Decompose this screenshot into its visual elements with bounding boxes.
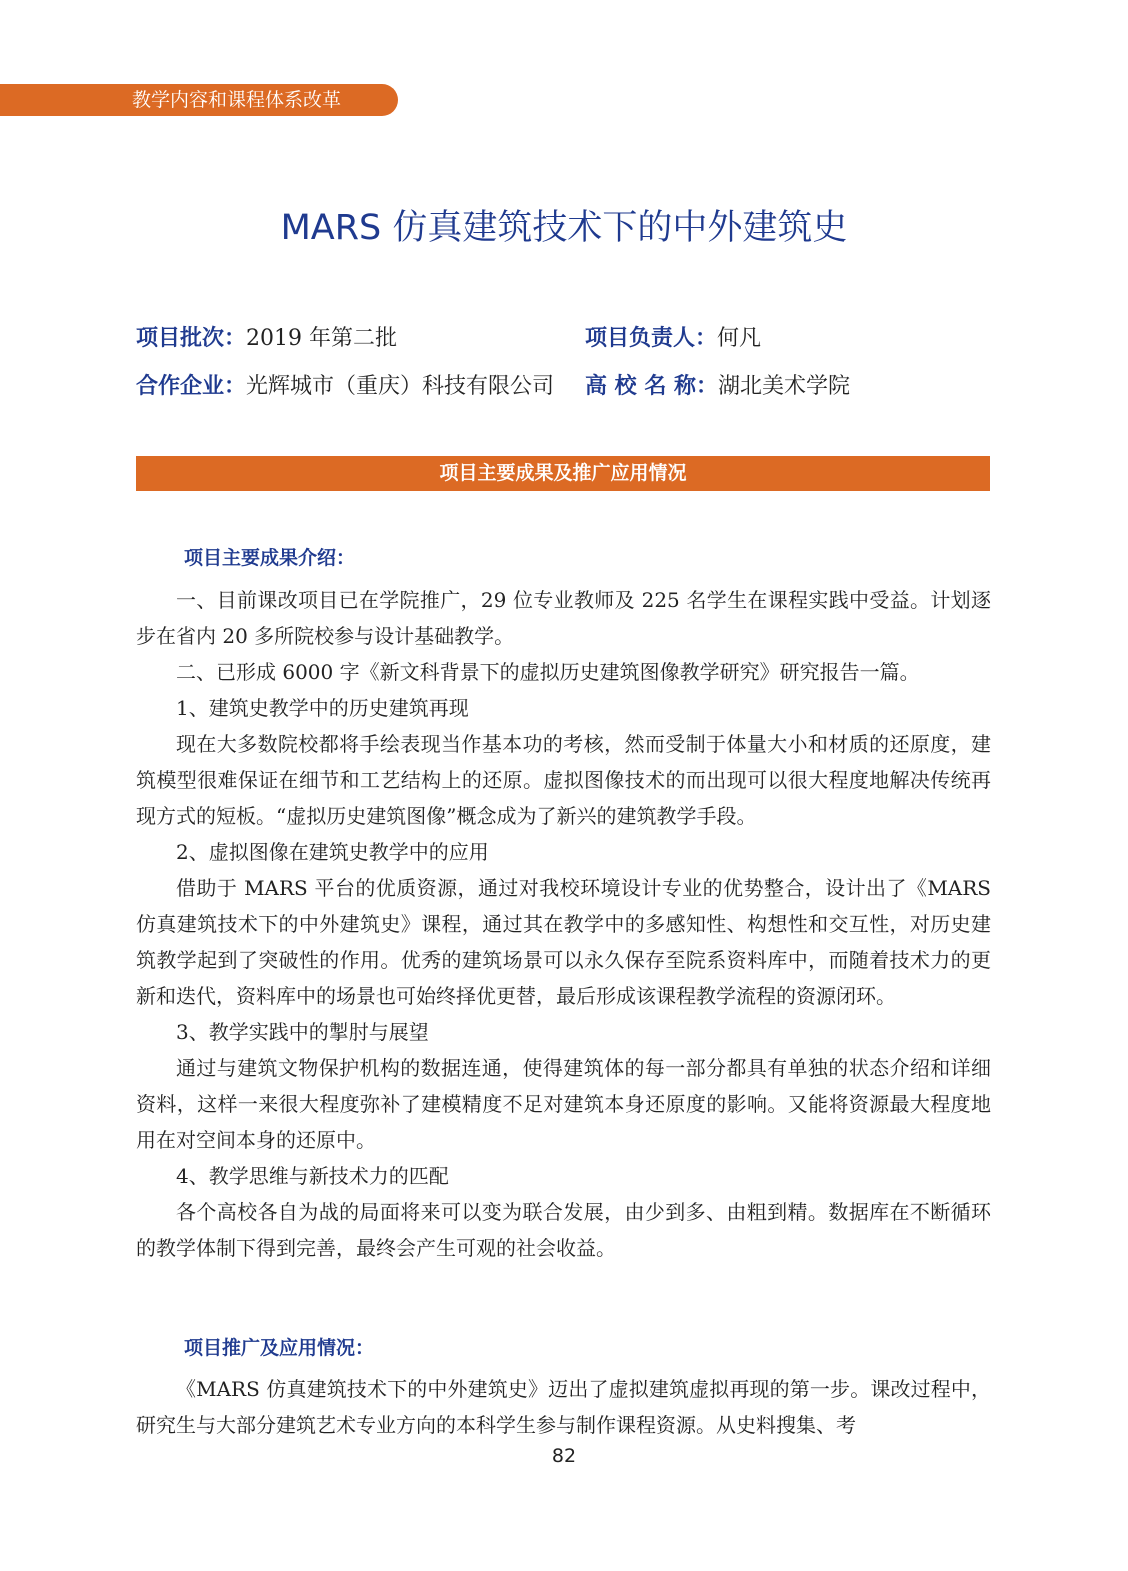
- page-title: MARS 仿真建筑技术下的中外建筑史: [280, 208, 848, 248]
- promotion-body: [136, 1371, 991, 1445]
- promotion-heading: 项目推广及应用情况：: [184, 1337, 375, 1359]
- school-value: 湖北美术学院: [717, 374, 850, 399]
- paragraph: 各个高校各自为战的局面将来可以变为联合发展，由少到多、由粗到精。数据库在不断循环的教学体制下得到完善，最终会产生可观的社会收益。: [136, 1200, 991, 1260]
- achievements-body: [136, 582, 991, 1266]
- paragraph: 3、教学实践中的掣肘与展望: [176, 1020, 429, 1044]
- enterprise-value: 光辉城市（重庆）科技有限公司: [246, 374, 555, 399]
- meta-leader: [585, 322, 761, 356]
- school-label: 高 校 名 称：: [585, 374, 718, 399]
- paragraph: 现在大多数院校都将手绘表现当作基本功的考核，然而受制于体量大小和材质的还原度，建筑模型很难保证在细节和工艺结构上的还原。虚拟图像技术的而出现可以很大程度地解决传统再现方式的短板。“虚拟历史建筑图像”概念成为了新兴的建筑教学手段。: [136, 732, 991, 828]
- section-banner: 项目主要成果及推广应用情况: [136, 456, 990, 491]
- paragraph: 一、目前课改项目已在学院推广，29 位专业教师及 225 名学生在课程实践中受益。计划逐步在省内 20 多所院校参与设计基础教学。: [136, 588, 991, 648]
- page-number: 82: [551, 1445, 577, 1467]
- paragraph: 借助于 MARS 平台的优质资源，通过对我校环境设计专业的优势整合，设计出了《MARS 仿真建筑技术下的中外建筑史》课程，通过其在教学中的多感知性、构想性和交互性，对历史建筑教学起到了突破性的作用。优秀的建筑场景可以永久保存至院系资料库中，而随着技术力的更新和迭代，资料库中的场景也可始终择优更替，最后形成该课程教学流程的资源闭环。: [136, 876, 991, 1008]
- meta-batch: [136, 322, 397, 356]
- enterprise-label: 合作企业：: [136, 374, 247, 399]
- paragraph: 《MARS 仿真建筑技术下的中外建筑史》迈出了虚拟建筑虚拟再现的第一步。课改过程中，研究生与大部分建筑艺术专业方向的本科学生参与制作课程资源。从史料搜集、考: [136, 1377, 991, 1437]
- section-header-tab: 教学内容和课程体系改革: [0, 84, 398, 116]
- leader-label: 项目负责人：: [585, 326, 718, 351]
- leader-value: 何凡: [717, 326, 762, 351]
- paragraph: 二、已形成 6000 字《新文科背景下的虚拟历史建筑图像教学研究》研究报告一篇。: [176, 660, 920, 684]
- meta-school: [585, 370, 850, 404]
- batch-value: 2019 年第二批: [246, 326, 397, 351]
- paragraph: 1、建筑史教学中的历史建筑再现: [176, 696, 469, 720]
- paragraph: 4、教学思维与新技术力的匹配: [176, 1164, 449, 1188]
- paragraph: 2、虚拟图像在建筑史教学中的应用: [176, 840, 489, 864]
- achievements-heading: 项目主要成果介绍：: [184, 547, 356, 569]
- meta-enterprise: [136, 370, 566, 404]
- paragraph: 通过与建筑文物保护机构的数据连通，使得建筑体的每一部分都具有单独的状态介绍和详细资料，这样一来很大程度弥补了建模精度不足对建筑本身还原度的影响。又能将资源最大程度地用在对空间本身的还原中。: [136, 1056, 991, 1152]
- batch-label: 项目批次：: [136, 326, 247, 351]
